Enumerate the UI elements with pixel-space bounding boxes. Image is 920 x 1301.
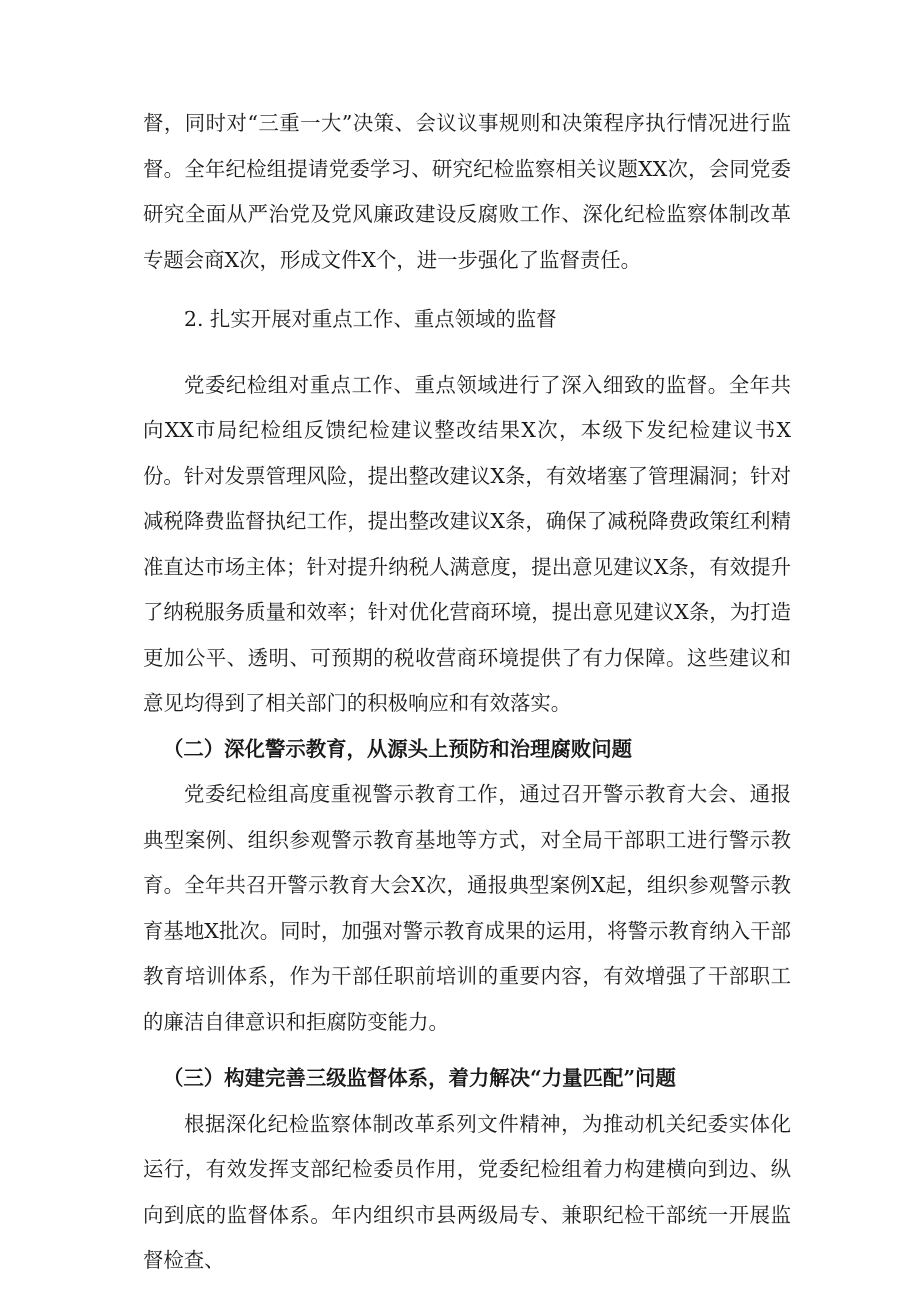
section-heading-warning-education: （二）深化警示教育，从源头上预防和治理腐败问题 [163, 736, 632, 761]
paragraph-warning-education: 党委纪检组高度重视警示教育工作，通过召开警示教育大会、通报典型案例、组织参观警示教育基地等方式，对全局干部职工进行警示教育。全年共召开警示教育大会X次，通报典型案例X起，组织参观警示教育基地X批次。同时，加强对警示教育成果的运用，将警示教育纳入干部教育培训体系，作为干部任职前培训的重要内容，有效增强了干部职工的廉洁自律意识和拒腐防变能力。 [143, 782, 791, 1034]
document-body [143, 101, 791, 1284]
paragraph-supervision-decisions: 督，同时对“三重一大”决策、会议议事规则和决策程序执行情况进行监督。全年纪检组提请党委学习、研究纪检监察相关议题XX次，会同党委研究全面从严治党及党风廉政建设反腐败工作、深化纪检监察体制改革专题会商X次，形成文件X个，进一步强化了监督责任。 [143, 111, 791, 272]
paragraph-three-level-supervision: 根据深化纪检监察体制改革系列文件精神，为推动机关纪委实体化运行，有效发挥支部纪检委员作用，党委纪检组着力构建横向到边、纵向到底的监督体系。年内组织市县两级局专、兼职纪检干部统一开展监督检查、 [143, 1111, 791, 1272]
section-heading-three-level-supervision: （三）构建完善三级监督体系，着力解决“力量匹配”问题 [163, 1066, 676, 1090]
paragraph-key-areas-supervision: 党委纪检组对重点工作、重点领域进行了深入细致的监督。全年共向XX市局纪检组反馈纪检建议整改结果X次，本级下发纪检建议书X份。针对发票管理风险，提出整改建议X条，有效堵塞了管理漏洞；针对减税降费监督执纪工作，提出整改建议X条，确保了减税降费政策红利精准直达市场主体；针对提升纳税人满意度，提出意见建议X条，有效提升了纳税服务质量和效率；针对优化营商环境，提出意见建议X条，为打造更加公平、透明、可预期的税收营商环境提供了有力保障。这些建议和意见均得到了相关部门的积极响应和有效落实。 [143, 372, 791, 715]
numbered-item-key-work-supervision: 2. 扎实开展对重点工作、重点领域的监督 [184, 307, 557, 331]
